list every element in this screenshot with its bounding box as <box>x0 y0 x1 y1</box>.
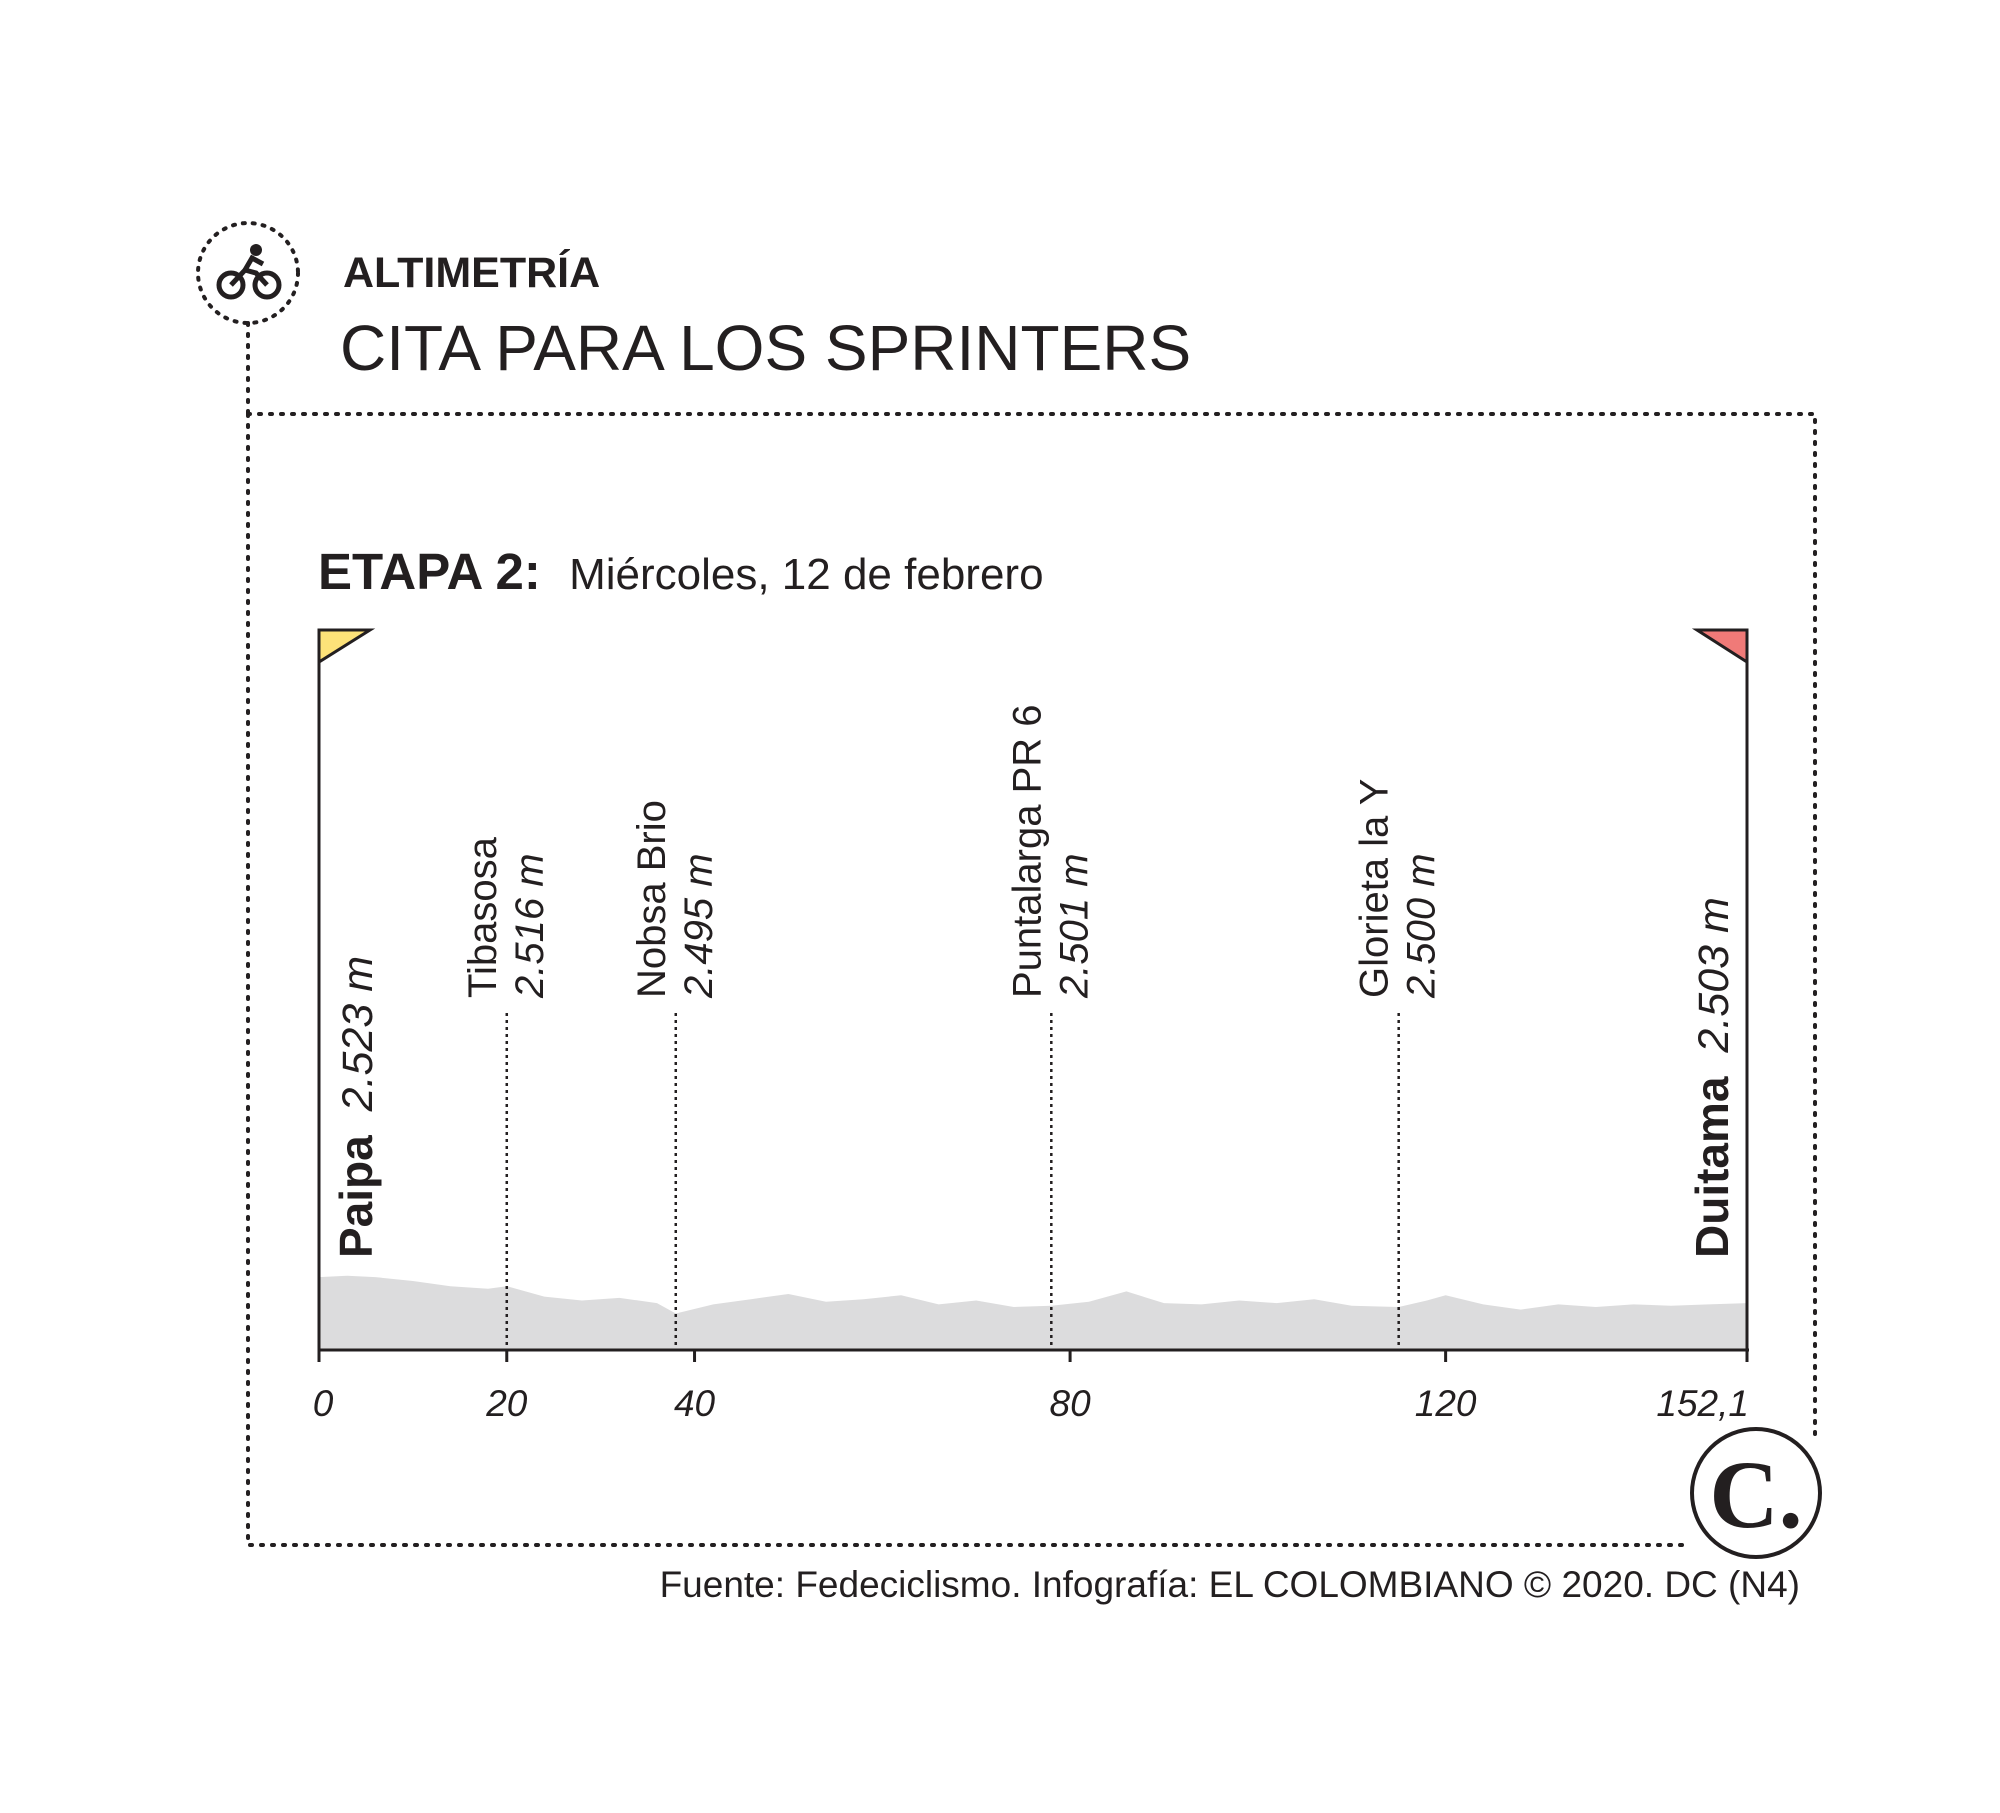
waypoint-altitude: 2.495 m <box>676 853 721 998</box>
x-tick-label: 20 <box>486 1383 528 1424</box>
start-town: Paipa <box>330 1135 382 1258</box>
start-label <box>330 956 382 1258</box>
el-colombiano-logo <box>1692 1429 1820 1557</box>
waypoint-name: Puntalarga PR 6 <box>1005 704 1050 998</box>
waypoints <box>461 704 1444 1350</box>
logo-text: C. <box>1709 1441 1803 1548</box>
x-tick-label: 152,1 <box>1656 1383 1749 1424</box>
waypoint-name: Nobsa Brio <box>629 800 674 998</box>
finish-flag <box>1697 630 1747 662</box>
page-title: CITA PARA LOS SPRINTERS <box>340 312 1192 384</box>
waypoint-altitude: 2.516 m <box>507 853 552 998</box>
waypoint-altitude: 2.500 m <box>1399 853 1444 998</box>
source-credit: Fuente: Fedeciclismo. Infografía: EL COLOMBIANO © 2020. DC (N4) <box>659 1564 1800 1605</box>
finish-label <box>1686 897 1738 1258</box>
section-label: ALTIMETRÍA <box>343 249 601 297</box>
start-altitude: 2.523 m <box>334 955 382 1112</box>
cyclist-icon <box>219 244 279 297</box>
x-tick-label: 120 <box>1414 1383 1477 1424</box>
start-marker <box>319 630 382 1350</box>
stage-heading <box>318 543 1044 600</box>
elevation-profile <box>319 1276 1747 1350</box>
finish-town: Duitama <box>1686 1076 1738 1258</box>
cyclist-badge <box>198 223 298 323</box>
stage-label: ETAPA 2: <box>318 543 541 600</box>
x-tick-label: 0 <box>312 1383 334 1424</box>
stage-date: Miércoles, 12 de febrero <box>569 550 1044 599</box>
waypoint-name: Tibasosa <box>460 837 505 998</box>
finish-marker <box>1686 630 1747 1350</box>
x-tick-label: 80 <box>1049 1383 1091 1424</box>
x-ticks <box>313 1350 1749 1424</box>
finish-altitude: 2.503 m <box>1690 897 1738 1053</box>
x-tick-label: 40 <box>673 1383 716 1424</box>
start-flag <box>319 630 370 662</box>
waypoint-name: Glorieta la Y <box>1352 778 1397 998</box>
waypoint-altitude: 2.501 m <box>1052 853 1097 998</box>
